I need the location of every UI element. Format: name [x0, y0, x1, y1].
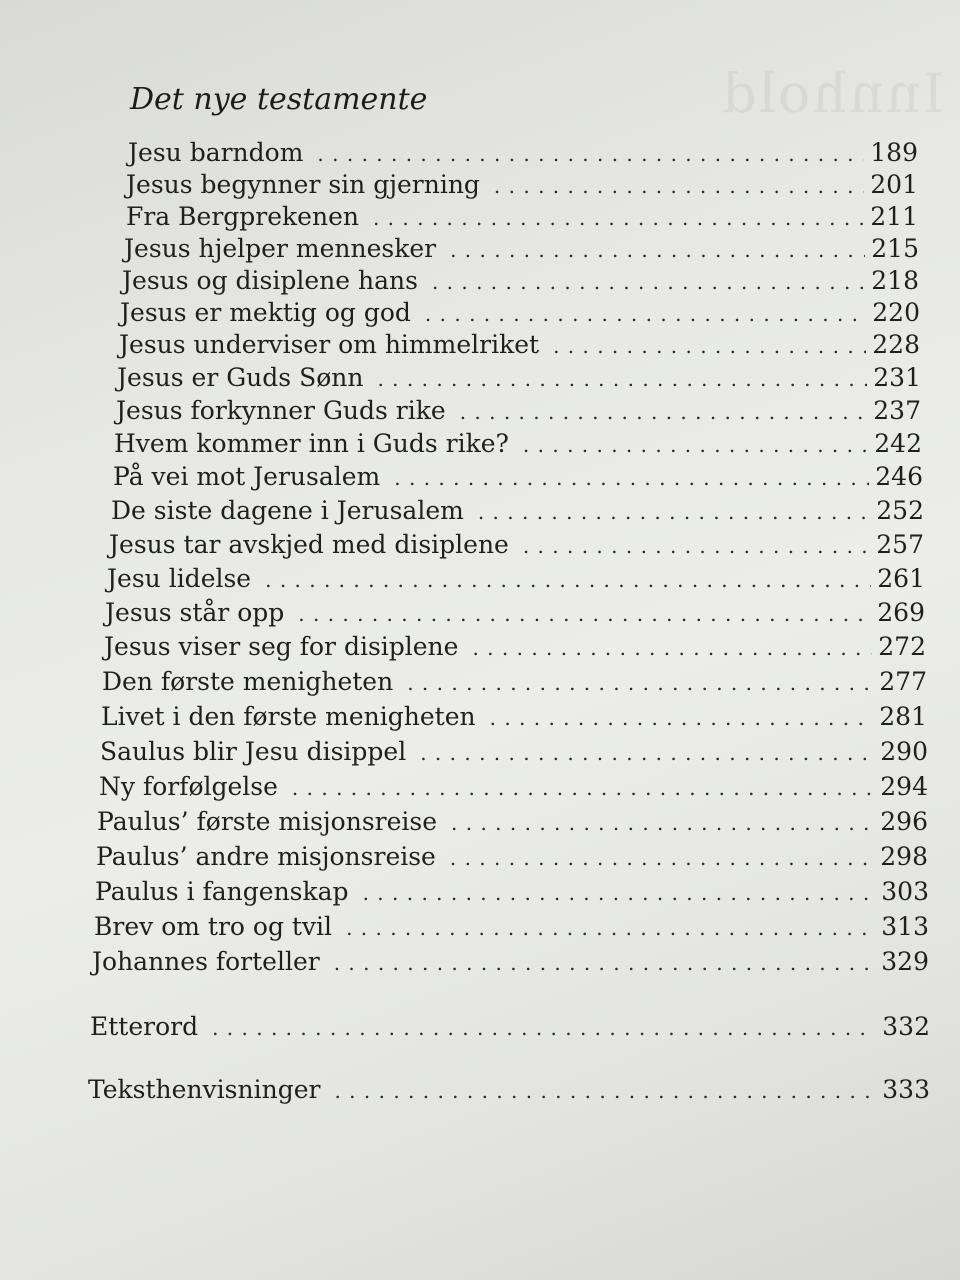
dot-leader: [334, 951, 876, 975]
dot-leader: [346, 916, 875, 940]
toc-entry-title: Livet i den første menigheten: [101, 702, 476, 731]
toc-entry-page: 277: [879, 667, 927, 696]
toc-entry-page: 215: [871, 234, 919, 263]
toc-entry-title: Jesus er Guds Sønn: [117, 363, 364, 392]
bleed-through-text: Innhold: [720, 62, 945, 125]
toc-entry: [97, 807, 928, 841]
toc-entry: [96, 842, 928, 876]
toc-entry-title: Etterord: [90, 1012, 199, 1041]
toc-entry: [117, 363, 921, 397]
toc-entry: [120, 298, 920, 332]
toc-entry-page: 211: [870, 202, 918, 231]
toc-entry-title: Jesu barndom: [128, 138, 304, 167]
section-heading: Det nye testamente: [130, 82, 428, 117]
dot-leader: [373, 206, 864, 230]
toc-entry-title: Jesus står opp: [105, 598, 285, 627]
toc-entry-title: Hvem kommer inn i Guds rike?: [114, 429, 509, 458]
toc-entry: [94, 912, 929, 946]
toc-entry-title: Brev om tro og tvil: [94, 912, 333, 941]
toc-entry-title: Den første menigheten: [102, 667, 394, 696]
toc-entry: [122, 266, 919, 300]
toc-entry: [99, 772, 928, 806]
dot-leader: [460, 400, 868, 424]
toc-entry: [105, 598, 925, 632]
toc-entry: [100, 737, 928, 771]
toc-entry-title: De siste dagene i Jerusalem: [111, 496, 464, 525]
toc-entry-title: Paulus’ første misjonsreise: [97, 807, 438, 836]
toc-entry-page: 231: [873, 363, 921, 392]
toc-entry-page: 242: [874, 429, 922, 458]
toc-entry-page: 313: [881, 912, 929, 941]
toc-entry-title: Jesus underviser om himmelriket: [119, 330, 540, 359]
toc-entry: [128, 138, 918, 172]
toc-entry: [109, 530, 924, 564]
toc-entry: [101, 702, 927, 736]
dot-leader: [363, 881, 876, 905]
toc-entry: [107, 564, 925, 598]
toc-entry-page: 228: [872, 330, 920, 359]
toc-entry: [90, 1012, 930, 1046]
dot-leader: [317, 142, 864, 166]
toc-entry: [126, 170, 918, 204]
toc-entry-page: 218: [871, 266, 919, 295]
dot-leader: [494, 174, 864, 198]
toc-entry: [104, 632, 926, 666]
toc-entry-page: 269: [877, 598, 925, 627]
toc-entry: [102, 667, 927, 701]
dot-leader: [420, 741, 874, 765]
toc-entry-page: 332: [882, 1012, 930, 1041]
toc-entry-title: Jesu lidelse: [107, 564, 252, 593]
toc-entry-page: 298: [880, 842, 928, 871]
toc-entry-page: 333: [882, 1075, 930, 1104]
toc-entry-page: 237: [873, 396, 921, 425]
toc-entry-title: Jesus hjelper mennesker: [124, 234, 437, 263]
toc-entry: [119, 330, 920, 364]
toc-entry: [92, 947, 929, 981]
dot-leader: [432, 270, 865, 294]
dot-leader: [451, 811, 874, 835]
toc-entry: [111, 496, 924, 530]
toc-entry-title: Jesus er mektig og god: [120, 298, 411, 327]
dot-leader: [553, 334, 866, 358]
toc-entry-title: Jesus tar avskjed med disiplene: [109, 530, 509, 559]
dot-leader: [478, 500, 870, 524]
toc-entry-title: Paulus i fangenskap: [95, 877, 349, 906]
toc-entry-title: Saulus blir Jesu disippel: [100, 737, 407, 766]
toc-entry-title: Ny forfølgelse: [99, 772, 278, 801]
toc-entry-title: På vei mot Jerusalem: [113, 462, 381, 491]
dot-leader: [292, 776, 874, 800]
dot-leader: [450, 846, 874, 870]
dot-leader: [407, 671, 873, 695]
toc-entry: [116, 396, 921, 430]
toc-entry-title: Paulus’ andre misjonsreise: [96, 842, 436, 871]
dot-leader: [472, 636, 872, 660]
toc-entry: [95, 877, 929, 911]
toc-entry-title: Jesus begynner sin gjerning: [126, 170, 480, 199]
toc-entry-page: 246: [875, 462, 923, 491]
dot-leader: [523, 534, 870, 558]
toc-entry-page: 252: [876, 496, 924, 525]
toc-entry: [113, 462, 923, 496]
toc-entry-page: 257: [876, 530, 924, 559]
toc-entry: [124, 234, 919, 268]
toc-entry-page: 220: [872, 298, 920, 327]
toc-entry-page: 296: [880, 807, 928, 836]
toc-entry-page: 303: [881, 877, 929, 906]
toc-entry-title: Jesus viser seg for disiplene: [104, 632, 459, 661]
dot-leader: [298, 602, 871, 626]
toc-entry-page: 201: [870, 170, 918, 199]
toc-entry-title: Teksthenvisninger: [88, 1075, 321, 1104]
dot-leader: [523, 433, 868, 457]
dot-leader: [334, 1079, 876, 1103]
dot-leader: [490, 706, 874, 730]
dot-leader: [265, 568, 871, 592]
toc-entry-page: 261: [877, 564, 925, 593]
dot-leader: [212, 1016, 876, 1040]
toc-entry-title: Jesus forkynner Guds rike: [116, 396, 446, 425]
toc-entry-title: Jesus og disiplene hans: [122, 266, 418, 295]
dot-leader: [394, 466, 869, 490]
dot-leader: [377, 367, 867, 391]
toc-entry-page: 290: [880, 737, 928, 766]
toc-entry-page: 189: [870, 138, 918, 167]
dot-leader: [450, 238, 865, 262]
toc-entry-title: Johannes forteller: [92, 947, 320, 976]
toc-entry-page: 294: [880, 772, 928, 801]
toc-entry: [88, 1075, 930, 1109]
toc-entry-page: 272: [878, 632, 926, 661]
toc-entry: [126, 202, 918, 236]
toc-entry: [114, 429, 922, 463]
toc-entry-page: 329: [881, 947, 929, 976]
toc-entry-title: Fra Bergprekenen: [126, 202, 359, 231]
toc-entry-page: 281: [879, 702, 927, 731]
dot-leader: [425, 302, 866, 326]
